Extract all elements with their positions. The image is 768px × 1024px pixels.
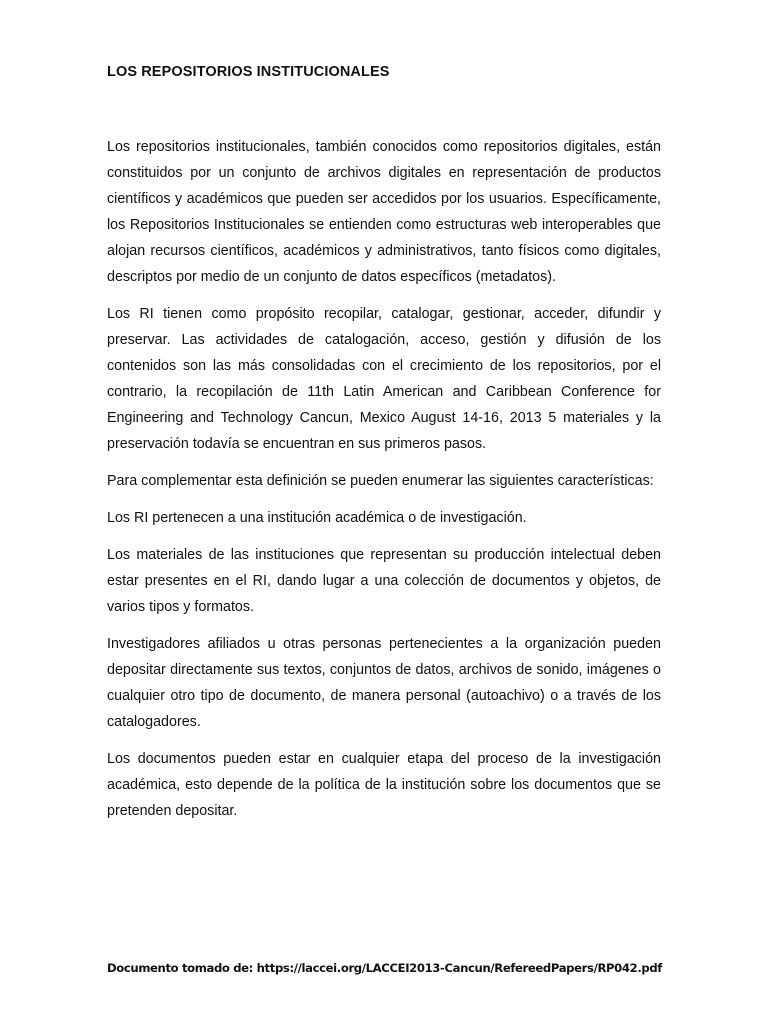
characteristic-item: Los materiales de las instituciones que representan su producción intelectual deben estar presentes en el RI, dando lugar a una colección de documentos y objetos, de varios tipos y formatos. [107,547,661,615]
characteristic-item: Los RI pertenecen a una institución académica o de investigación. [107,510,527,526]
paragraph-purpose: Los RI tienen como propósito recopilar, catalogar, gestionar, acceder, difundir y preservar. Las actividades de catalogación, acceso, gestión y difusión de los contenidos son las más consolidadas con el crecimiento de los repositorios, por el contrario, la recopilación de 11th Latin American and Caribbean Conference for Engineering and Technology Cancun, Mexico August 14-16, 2013 5 materiales y la preservación todavía se encuentran en sus primeros pasos. [107,306,661,452]
characteristic-item: Los documentos pueden estar en cualquier etapa del proceso de la investigación académica, esto depende de la política de la institución sobre los documentos que se pretenden depositar. [107,751,661,819]
paragraph-characteristics-intro: Para complementar esta definición se pueden enumerar las siguientes características: [107,473,654,489]
source-footer: Documento tomado de: https://laccei.org/LACCEI2013-Cancun/RefereedPapers/RP042.pdf [107,961,662,975]
document-body [107,134,661,835]
characteristic-item: Investigadores afiliados u otras personas pertenecientes a la organización pueden depositar directamente sus textos, conjuntos de datos, archivos de sonido, imágenes o cualquier otro tipo de documento, de manera personal (autoachivo) o a través de los catalogadores. [107,636,661,730]
paragraph-definition: Los repositorios institucionales, también conocidos como repositorios digitales, están constituidos por un conjunto de archivos digitales en representación de productos científicos y académicos que pueden ser accedidos por los usuarios. Específicamente, los Repositorios Institucionales se entienden como estructuras web interoperables que alojan recursos científicos, académicos y administrativos, tanto físicos como digitales, descriptos por medio de un conjunto de datos específicos (metadatos). [107,139,661,285]
document-title: LOS REPOSITORIOS INSTITUCIONALES [107,64,390,80]
